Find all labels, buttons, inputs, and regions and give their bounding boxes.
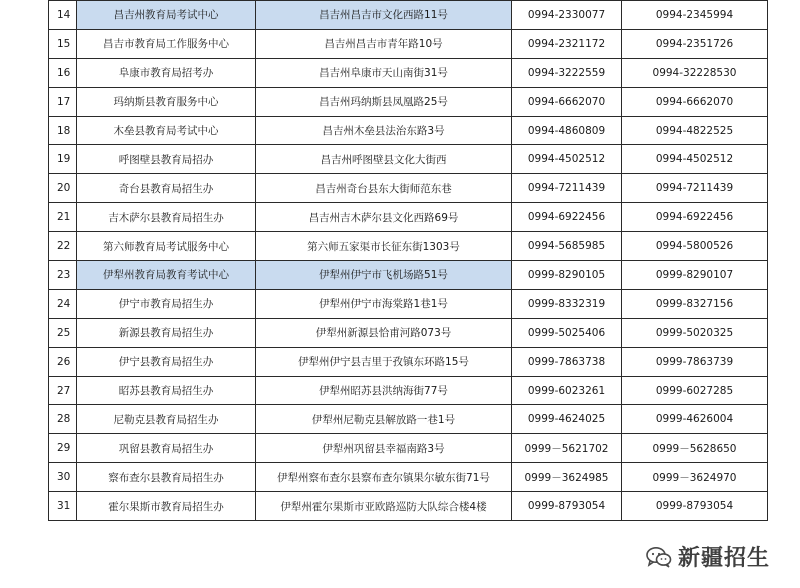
fax-cell: 0999-8327156 bbox=[622, 289, 768, 318]
row-number-cell: 26 bbox=[49, 347, 77, 376]
address-cell: 昌吉州昌吉市文化西路11号 bbox=[256, 1, 512, 30]
row-number-cell: 19 bbox=[49, 145, 77, 174]
fax-cell: 0994-2345994 bbox=[622, 1, 768, 30]
row-number-cell: 14 bbox=[49, 1, 77, 30]
phone-cell: 0994-2321172 bbox=[512, 29, 622, 58]
fax-cell: 0994-6662070 bbox=[622, 87, 768, 116]
row-number-cell: 24 bbox=[49, 289, 77, 318]
table-row bbox=[49, 145, 768, 174]
table-row bbox=[49, 203, 768, 232]
table-body bbox=[49, 1, 768, 521]
phone-cell: 0999-8332319 bbox=[512, 289, 622, 318]
fax-cell: 0999－5628650 bbox=[622, 434, 768, 463]
table-row bbox=[49, 492, 768, 521]
address-cell: 昌吉州玛纳斯县凤凰路25号 bbox=[256, 87, 512, 116]
agency-name-cell: 第六师教育局考试服务中心 bbox=[77, 232, 256, 261]
fax-cell: 0994-6922456 bbox=[622, 203, 768, 232]
fax-cell: 0999-8793054 bbox=[622, 492, 768, 521]
row-number-cell: 31 bbox=[49, 492, 77, 521]
agency-name-cell: 伊宁县教育局招生办 bbox=[77, 347, 256, 376]
contact-table bbox=[48, 0, 768, 521]
address-cell: 伊犁州巩留县幸福南路3号 bbox=[256, 434, 512, 463]
agency-name-cell: 伊宁市教育局招生办 bbox=[77, 289, 256, 318]
phone-cell: 0994-5685985 bbox=[512, 232, 622, 261]
row-number-cell: 18 bbox=[49, 116, 77, 145]
row-number-cell: 29 bbox=[49, 434, 77, 463]
fax-cell: 0994-4822525 bbox=[622, 116, 768, 145]
phone-cell: 0999-7863738 bbox=[512, 347, 622, 376]
address-cell: 伊犁州新源县恰甫河路073号 bbox=[256, 318, 512, 347]
address-cell: 昌吉州呼图壁县文化大街西 bbox=[256, 145, 512, 174]
fax-cell: 0999-6027285 bbox=[622, 376, 768, 405]
table-row bbox=[49, 232, 768, 261]
fax-cell: 0999-4626004 bbox=[622, 405, 768, 434]
phone-cell: 0994-6662070 bbox=[512, 87, 622, 116]
table-row bbox=[49, 347, 768, 376]
table-row bbox=[49, 29, 768, 58]
table-row bbox=[49, 289, 768, 318]
table-row bbox=[49, 116, 768, 145]
phone-cell: 0999-8290105 bbox=[512, 261, 622, 290]
address-cell: 伊犁州伊宁市飞机场路51号 bbox=[256, 261, 512, 290]
phone-cell: 0999-8793054 bbox=[512, 492, 622, 521]
agency-name-cell: 察布查尔县教育局招生办 bbox=[77, 463, 256, 492]
row-number-cell: 23 bbox=[49, 261, 77, 290]
address-cell: 昌吉州阜康市天山南街31号 bbox=[256, 58, 512, 87]
table-row bbox=[49, 376, 768, 405]
address-cell: 伊犁州昭苏县洪纳海街77号 bbox=[256, 376, 512, 405]
fax-cell: 0994-4502512 bbox=[622, 145, 768, 174]
agency-name-cell: 巩留县教育局招生办 bbox=[77, 434, 256, 463]
row-number-cell: 15 bbox=[49, 29, 77, 58]
wechat-icon bbox=[646, 546, 672, 568]
agency-name-cell: 新源县教育局招生办 bbox=[77, 318, 256, 347]
phone-cell: 0994-2330077 bbox=[512, 1, 622, 30]
row-number-cell: 30 bbox=[49, 463, 77, 492]
phone-cell: 0999-4624025 bbox=[512, 405, 622, 434]
row-number-cell: 27 bbox=[49, 376, 77, 405]
agency-name-cell: 玛纳斯县教育服务中心 bbox=[77, 87, 256, 116]
agency-name-cell: 昌吉市教育局工作服务中心 bbox=[77, 29, 256, 58]
agency-name-cell: 吉木萨尔县教育局招生办 bbox=[77, 203, 256, 232]
address-cell: 伊犁州霍尔果斯市亚欧路巡防大队综合楼4楼 bbox=[256, 492, 512, 521]
table-row bbox=[49, 261, 768, 290]
fax-cell: 0994-5800526 bbox=[622, 232, 768, 261]
fax-cell: 0999－3624970 bbox=[622, 463, 768, 492]
address-cell: 伊犁州伊宁县吉里于孜镇东环路15号 bbox=[256, 347, 512, 376]
address-cell: 昌吉州昌吉市青年路10号 bbox=[256, 29, 512, 58]
fax-cell: 0999-5020325 bbox=[622, 318, 768, 347]
fax-cell: 0994-32228530 bbox=[622, 58, 768, 87]
table-row bbox=[49, 1, 768, 30]
agency-name-cell: 昌吉州教育局考试中心 bbox=[77, 1, 256, 30]
address-cell: 伊犁州察布查尔县察布查尔镇果尔敏东街71号 bbox=[256, 463, 512, 492]
row-number-cell: 22 bbox=[49, 232, 77, 261]
address-cell: 昌吉州奇台县东大街师范东巷 bbox=[256, 174, 512, 203]
agency-name-cell: 霍尔果斯市教育局招生办 bbox=[77, 492, 256, 521]
watermark-text: 新疆招生 bbox=[677, 546, 770, 571]
fax-cell: 0999-7863739 bbox=[622, 347, 768, 376]
row-number-cell: 25 bbox=[49, 318, 77, 347]
agency-name-cell: 伊犁州教育局教育考试中心 bbox=[77, 261, 256, 290]
row-number-cell: 28 bbox=[49, 405, 77, 434]
address-cell: 伊犁州伊宁市海棠路1巷1号 bbox=[256, 289, 512, 318]
phone-cell: 0994-6922456 bbox=[512, 203, 622, 232]
agency-name-cell: 阜康市教育局招考办 bbox=[77, 58, 256, 87]
phone-cell: 0994-7211439 bbox=[512, 174, 622, 203]
fax-cell: 0999-8290107 bbox=[622, 261, 768, 290]
row-number-cell: 17 bbox=[49, 87, 77, 116]
address-cell: 伊犁州尼勒克县解放路一巷1号 bbox=[256, 405, 512, 434]
row-number-cell: 21 bbox=[49, 203, 77, 232]
address-cell: 第六师五家渠市长征东街1303号 bbox=[256, 232, 512, 261]
agency-name-cell: 奇台县教育局招生办 bbox=[77, 174, 256, 203]
table-row bbox=[49, 318, 768, 347]
watermark bbox=[646, 541, 770, 572]
table-row bbox=[49, 463, 768, 492]
phone-cell: 0999－3624985 bbox=[512, 463, 622, 492]
table-row bbox=[49, 58, 768, 87]
address-cell: 昌吉州吉木萨尔县文化西路69号 bbox=[256, 203, 512, 232]
row-number-cell: 16 bbox=[49, 58, 77, 87]
table-row bbox=[49, 434, 768, 463]
agency-name-cell: 呼图壁县教育局招办 bbox=[77, 145, 256, 174]
fax-cell: 0994-7211439 bbox=[622, 174, 768, 203]
phone-cell: 0994-4860809 bbox=[512, 116, 622, 145]
address-cell: 昌吉州木垒县法治东路3号 bbox=[256, 116, 512, 145]
row-number-cell: 20 bbox=[49, 174, 77, 203]
table-row bbox=[49, 174, 768, 203]
agency-name-cell: 尼勒克县教育局招生办 bbox=[77, 405, 256, 434]
table-row bbox=[49, 405, 768, 434]
fax-cell: 0994-2351726 bbox=[622, 29, 768, 58]
table-row bbox=[49, 87, 768, 116]
phone-cell: 0994-3222559 bbox=[512, 58, 622, 87]
agency-name-cell: 木垒县教育局考试中心 bbox=[77, 116, 256, 145]
agency-name-cell: 昭苏县教育局招生办 bbox=[77, 376, 256, 405]
phone-cell: 0999－5621702 bbox=[512, 434, 622, 463]
phone-cell: 0994-4502512 bbox=[512, 145, 622, 174]
phone-cell: 0999-6023261 bbox=[512, 376, 622, 405]
phone-cell: 0999-5025406 bbox=[512, 318, 622, 347]
